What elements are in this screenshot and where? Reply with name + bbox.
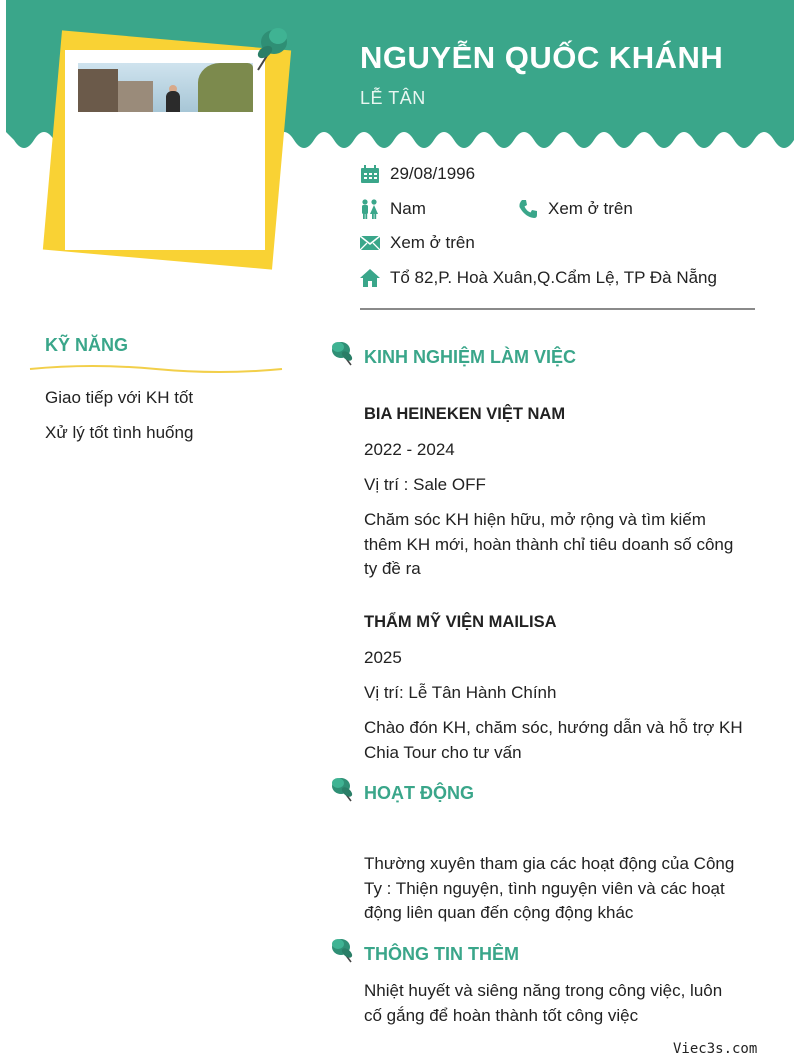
job-period: 2025 [364, 648, 402, 667]
phone-row [518, 199, 633, 219]
avatar [78, 63, 253, 112]
job-position: Vị trí: Lễ Tân Hành Chính [364, 683, 557, 702]
gender-value: Nam [390, 199, 426, 218]
email-row [360, 233, 475, 253]
experience-title: KINH NGHIỆM LÀM VIỆC [364, 347, 577, 367]
job-description: Chăm sóc KH hiện hữu, mở rộng và tìm kiếm thêm KH mới, hoàn thành chỉ tiêu doanh số công ty đề ra [364, 510, 734, 578]
candidate-role: LỄ TÂN [360, 88, 426, 108]
phone-icon [518, 199, 538, 219]
job-period: 2022 - 2024 [364, 440, 455, 459]
activities-text: Thường xuyên tham gia các hoạt động của Công Ty : Thiện nguyện, tình nguyện viên và các hoạt động liên quan đến cộng động khác [364, 854, 735, 922]
pushpin-icon [330, 775, 356, 803]
additional-info-text: Nhiệt huyết và siêng năng trong công việc, luôn cố gắng để hoàn thành tốt công việc [364, 981, 723, 1025]
additional-info-title: THÔNG TIN THÊM [364, 944, 519, 964]
gender-row [360, 199, 426, 219]
activities-title: HOẠT ĐỘNG [364, 783, 474, 803]
skills-underline [28, 362, 284, 380]
address-row [360, 268, 717, 288]
skills-title: KỸ NĂNG [45, 335, 129, 355]
birthday-row [360, 164, 475, 184]
email-value: Xem ở trên [390, 233, 475, 252]
skill-item: Xử lý tốt tình huống [45, 423, 194, 442]
pushpin-icon [330, 339, 356, 367]
watermark: Viec3s.com [673, 1041, 758, 1057]
address-value: Tổ 82,P. Hoà Xuân,Q.Cẩm Lệ, TP Đà Nẵng [390, 268, 717, 287]
job-description: Chào đón KH, chăm sóc, hướng dẫn và hỗ trợ KH Chia Tour cho tư vấn [364, 718, 743, 762]
gender-icon [360, 199, 380, 219]
job-position: Vị trí : Sale OFF [364, 475, 486, 494]
phone-value: Xem ở trên [548, 199, 633, 218]
header-divider [360, 308, 755, 310]
calendar-icon [360, 164, 380, 184]
mail-icon [360, 233, 380, 253]
birthday-value: 29/08/1996 [390, 164, 476, 183]
home-icon [360, 268, 380, 288]
job-company: BIA HEINEKEN VIỆT NAM [364, 405, 566, 423]
job-company: THẨM MỸ VIỆN MAILISA [364, 613, 557, 631]
pushpin-icon [248, 22, 292, 74]
pushpin-icon [330, 936, 356, 964]
candidate-name: NGUYỄN QUỐC KHÁNH [360, 40, 724, 75]
skill-item: Giao tiếp với KH tốt [45, 388, 194, 407]
